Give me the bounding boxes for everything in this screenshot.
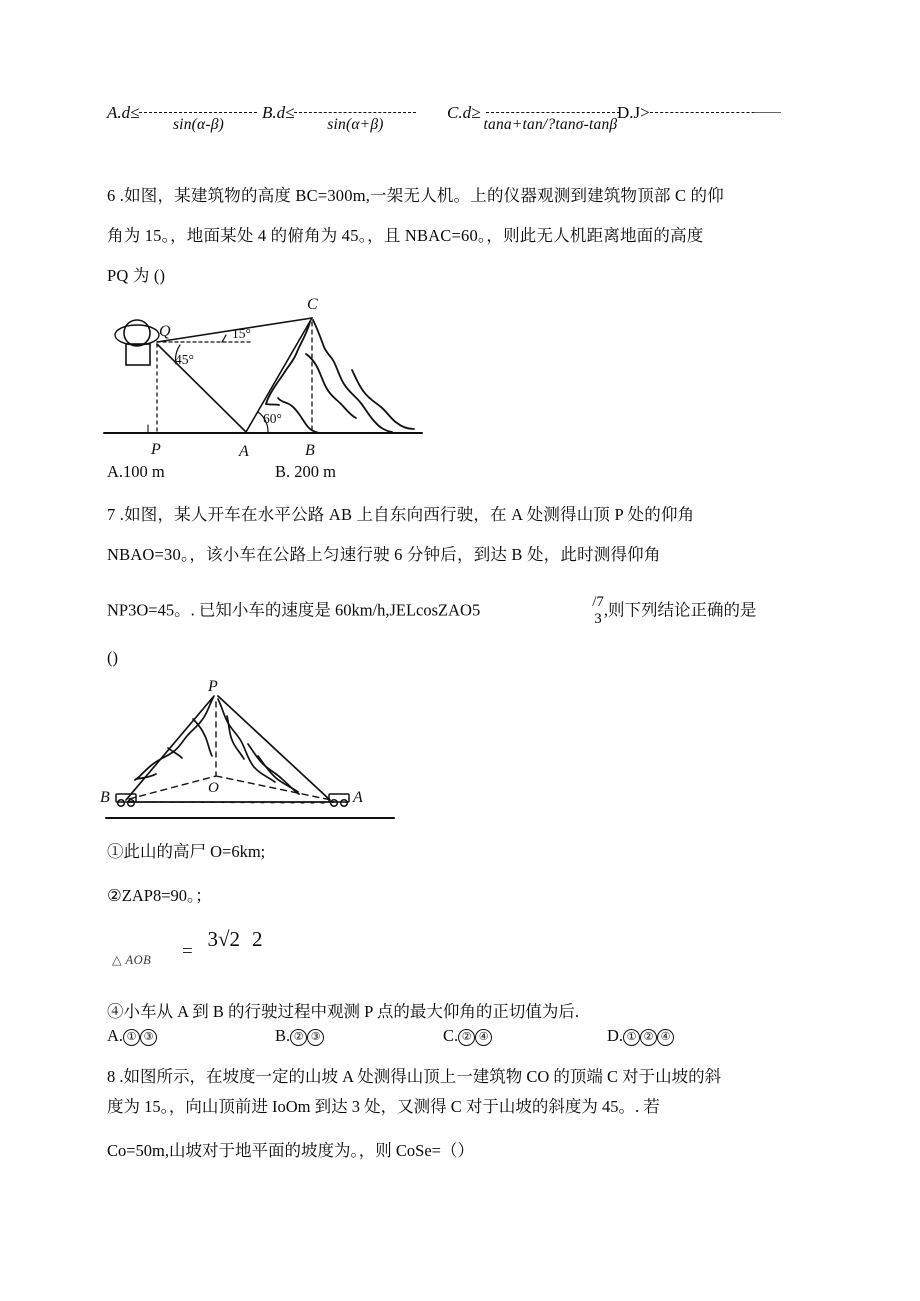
formula-fraction xyxy=(206,925,264,953)
answer-option-c[interactable] xyxy=(443,1026,492,1046)
answer-b-key: B. xyxy=(275,1026,291,1045)
label-B: B xyxy=(100,789,110,806)
question-7-text-3b: ,则下列结论正确的是 xyxy=(603,600,757,620)
question-8-block xyxy=(107,1062,847,1166)
question-8-line-2: 度为 15。，向山顶前进 IoOm 到达 3 处，又测得 C 对于山坡的斜度为 45。. 若 xyxy=(107,1097,660,1116)
conclusion-2-text: ZAP8=90。； xyxy=(121,886,212,905)
formula-denominator: 2 xyxy=(252,927,263,951)
label-O: O xyxy=(208,780,219,796)
mark-circle: ③ xyxy=(140,1029,157,1046)
option-d-fraction xyxy=(617,100,780,123)
question-7-text-1: .如图，某人开车在水平公路 AB 上自东向西行驶，在 A 处测得山顶 P 处的仰角 xyxy=(119,505,695,524)
option-c-denominator: tana+tan/?tanσ-tanβ xyxy=(483,116,618,133)
mark-circle: ② xyxy=(290,1029,307,1046)
option-c-fraction xyxy=(447,100,620,134)
label-angle-15: 15° xyxy=(232,326,251,341)
question-8-line-1 xyxy=(107,1062,847,1092)
label-Q: Q xyxy=(159,323,171,340)
option-a-denominator: sin(α-β) xyxy=(172,116,224,133)
question-6-line-2: 角为 15。，地面某处 4 的俯角为 45。，且 NBAC=60。，则此无人机距离地面的高度 xyxy=(107,226,704,245)
mark-circle: ③ xyxy=(307,1029,324,1046)
label-C: C xyxy=(307,296,318,313)
conclusion-2 xyxy=(107,882,212,906)
label-angle-60: 60° xyxy=(263,411,282,426)
option-d-fraction-body xyxy=(650,100,780,116)
question-6-block xyxy=(107,176,837,296)
answer-option-b[interactable] xyxy=(275,1026,324,1046)
question-6-line-3: PQ 为 () xyxy=(107,266,166,285)
formula-numerator: 3√2 xyxy=(207,927,241,951)
conclusion-3-formula xyxy=(110,925,330,985)
answer-b-value: 200 m xyxy=(294,462,336,481)
answer-d-key: D. xyxy=(607,1026,624,1045)
formula-equals: = xyxy=(182,941,193,962)
question-6-line-1 xyxy=(107,176,837,216)
question-6-figure xyxy=(100,292,430,464)
conclusion-1-text: 此山的高尸 O=6km; xyxy=(123,842,266,861)
option-b-fraction-body xyxy=(294,100,416,134)
conclusion-2-mark: ② xyxy=(107,886,122,905)
question-7-line-3 xyxy=(107,595,847,629)
mark-circle: ② xyxy=(458,1029,475,1046)
option-a-fraction xyxy=(107,100,257,134)
label-A: A xyxy=(353,789,363,806)
question-7-line-4: () xyxy=(107,648,118,667)
answer-c-key: C. xyxy=(443,1026,459,1045)
answer-b-key: B. xyxy=(275,462,291,481)
mark-circle: ① xyxy=(123,1029,140,1046)
fraction-numerator: /7 xyxy=(592,594,604,610)
question-8-number: 8 xyxy=(107,1067,116,1086)
question-7-figure xyxy=(98,672,408,830)
fraction-denominator: 3 xyxy=(594,611,602,627)
question-7-text-3a: NP3O=45。. 已知小车的速度是 60km/h,JELcosZAO5 xyxy=(107,600,481,620)
mark-circle: ① xyxy=(623,1029,640,1046)
option-a-fraction-body xyxy=(139,100,257,134)
conclusion-1-mark: ① xyxy=(107,842,124,861)
question-6-number: 6 xyxy=(107,186,116,205)
question-7-block xyxy=(107,495,837,575)
question-8-line-3: Co=50m,山坡对于地平面的坡度为。，则 CoSe=（） xyxy=(107,1141,474,1160)
answer-a-value: 100 m xyxy=(123,462,165,481)
question-7-line-1 xyxy=(107,495,837,535)
option-c-fraction-body xyxy=(480,100,620,134)
answer-option-b[interactable] xyxy=(275,462,336,482)
mark-circle: ② xyxy=(640,1029,657,1046)
option-d-denominator xyxy=(650,113,780,116)
question-6-text-1: .如图，某建筑物的高度 BC=300m,一架无人机。上的仪器观测到建筑物顶部 C 的仰 xyxy=(119,186,724,205)
mark-circle: ④ xyxy=(657,1029,674,1046)
question-8-text-1: .如图所示，在坡度一定的山坡 A 处测得山顶上一建筑物 CO 的顶端 C 对于山坡的斜 xyxy=(119,1067,722,1086)
answer-a-key: A. xyxy=(107,462,124,481)
answer-option-d[interactable] xyxy=(607,1026,674,1046)
conclusion-1 xyxy=(107,838,265,862)
answer-option-a[interactable] xyxy=(107,462,165,482)
question-7-line-2: NBAO=30。，该小车在公路上匀速行驶 6 分钟后，到达 B 处，此时测得仰角 xyxy=(107,545,661,564)
option-a-label: A.d≤ xyxy=(107,103,140,122)
option-b-label: B.d≤ xyxy=(262,103,295,122)
label-B: B xyxy=(305,442,315,459)
mark-circle: ④ xyxy=(475,1029,492,1046)
fraction-bar xyxy=(650,112,780,113)
label-P: P xyxy=(208,678,218,695)
formula-subscript: △ AOB xyxy=(112,953,152,967)
option-d-label: D.J> xyxy=(617,103,650,122)
question-7-number: 7 xyxy=(107,505,116,524)
answer-option-a[interactable] xyxy=(107,1026,157,1046)
option-b-denominator: sin(α+β) xyxy=(327,116,384,133)
label-angle-45: 45° xyxy=(175,352,194,367)
option-c-label: C.d≥ xyxy=(447,103,481,122)
label-A: A xyxy=(239,443,249,460)
label-P: P xyxy=(151,441,161,458)
fraction-options-row xyxy=(107,100,847,162)
question-7-inline-fraction xyxy=(592,594,604,628)
answer-a-key: A. xyxy=(107,1026,124,1045)
option-b-fraction xyxy=(262,100,416,134)
conclusion-4: ④小车从 A 到 B 的行驶过程中观测 P 点的最大仰角的正切值为后. xyxy=(107,1002,579,1021)
